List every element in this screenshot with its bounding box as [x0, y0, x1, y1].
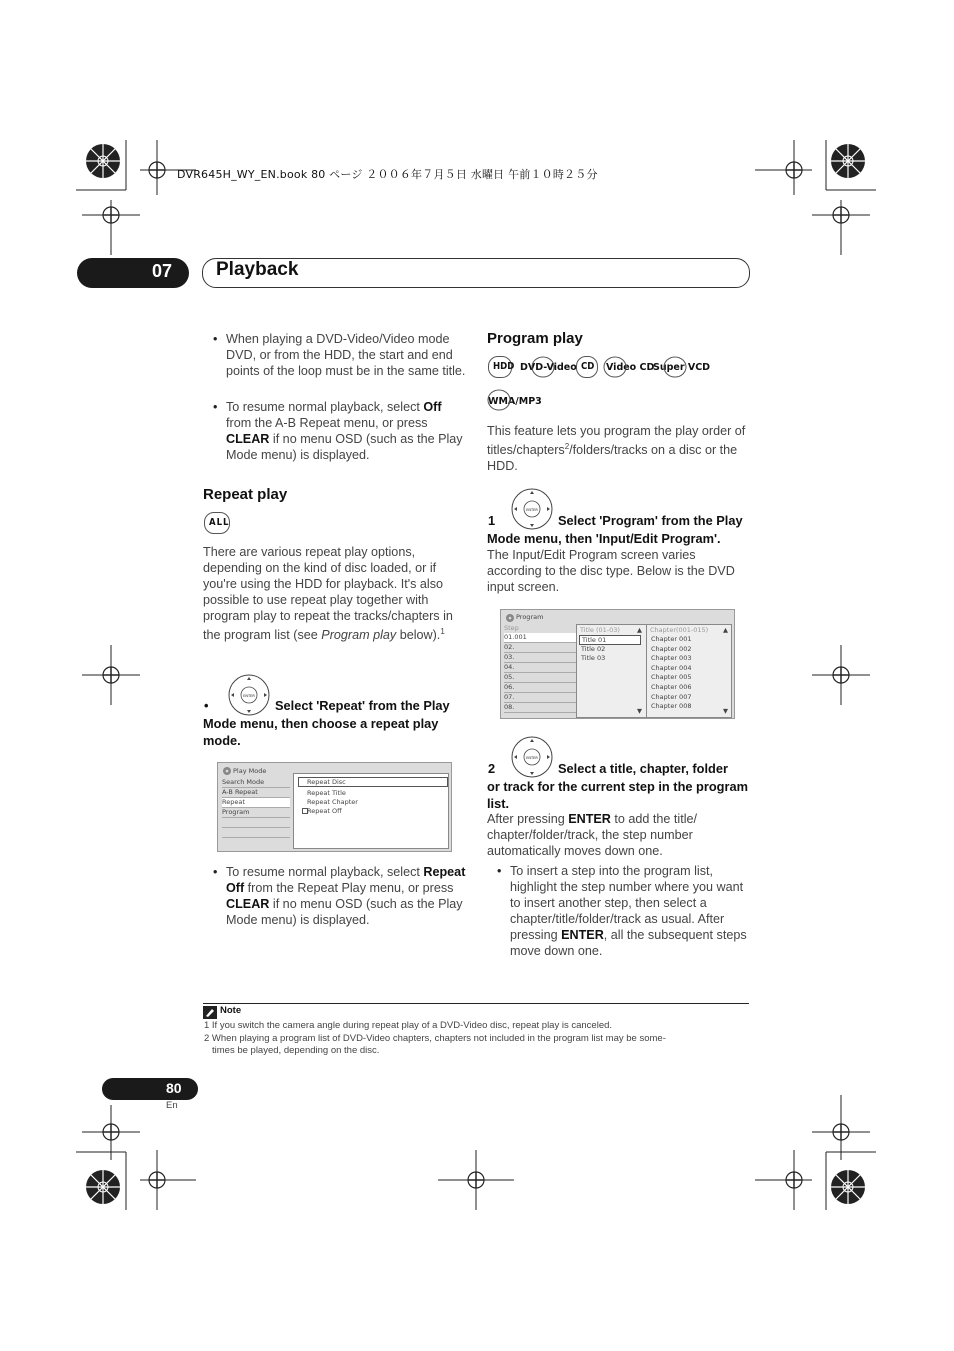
- option-repeat-disc[interactable]: Repeat Disc: [298, 777, 448, 787]
- scroll-down-icon[interactable]: ▼: [637, 707, 642, 715]
- scroll-up-icon[interactable]: ▲: [637, 626, 642, 634]
- step2-a: Select a title, chapter, folder: [558, 761, 728, 776]
- enter-joystick-icon: [511, 736, 553, 778]
- play-mode-screen: [217, 762, 452, 852]
- disc-badge-video-cd: Video CD: [606, 362, 655, 373]
- menu-item-ab-repeat[interactable]: A-B Repeat: [222, 788, 290, 798]
- chapter-header: Chapter(001-015): [650, 626, 709, 634]
- page-language: En: [166, 1100, 178, 1111]
- svg-text:ENTER: ENTER: [526, 756, 538, 760]
- step1-b: Mode menu, then 'Input/Edit Program'.: [487, 531, 721, 546]
- step1-number: 1: [488, 513, 496, 528]
- book-file-header: DVR645H_WY_EN.book 80 ページ ２００６年７月５日 水曜日 午前１０時２５分: [177, 168, 598, 181]
- svg-text:ENTER: ENTER: [243, 694, 255, 698]
- step-row[interactable]: 07.: [504, 693, 576, 703]
- chapter-list-item[interactable]: Chapter 001: [651, 635, 692, 643]
- enter-joystick-icon: [228, 674, 270, 716]
- page-number-badge: [102, 1078, 198, 1100]
- repeat-play-heading: Repeat play: [203, 486, 288, 503]
- chapter-column: [646, 624, 732, 718]
- badge-dvd-oval: [531, 356, 555, 378]
- footnote-1: 1 If you switch the camera angle during repeat play of a DVD-Video disc, repeat play is canceled.: [204, 1020, 613, 1031]
- chapter-list-item[interactable]: Chapter 002: [651, 644, 692, 653]
- menu-list: [222, 778, 290, 838]
- menu-item-repeat[interactable]: Repeat: [222, 798, 290, 808]
- step-header: Step: [504, 624, 519, 632]
- title-list-item[interactable]: Title 01: [579, 635, 641, 645]
- step1-a: Select 'Program' from the Play: [558, 513, 743, 528]
- list-item: • To insert a step into the program list, highlight the step number where you want to insert another step, then select a chapter/title/folder/track as usual. After pressing ENTER, all the subsequent steps move down one.: [497, 864, 747, 958]
- option-repeat-chapter[interactable]: Repeat Chapter: [307, 798, 358, 806]
- step-row[interactable]: 03.: [504, 653, 576, 663]
- title-list-item[interactable]: Title 03: [581, 654, 606, 662]
- repeat-options-panel: [293, 773, 449, 849]
- step-row[interactable]: 01.001: [504, 633, 576, 643]
- list-item: • To resume normal playback, select Repeat Off from the Repeat Play menu, or press CLEAR if no menu OSD (such as the Play Mode menu) is displayed.: [213, 865, 466, 927]
- note-icon: [203, 1006, 217, 1019]
- chapter-badge: [77, 258, 189, 288]
- badge-wma-oval: [487, 389, 511, 411]
- step2-body: After pressing ENTER to add the title/ chapter/folder/track, the step number automatically moves down one.: [487, 812, 698, 858]
- chapter-list-item[interactable]: Chapter 008: [651, 702, 692, 711]
- step-row[interactable]: 06.: [504, 683, 576, 693]
- repeat-step-b: Mode menu, then choose a repeat play mode.: [203, 716, 439, 748]
- repeat-intro: There are various repeat play options, depending on the kind of disc loaded, or if you're using the HDD for playback. It's also possible to use repeat play together with program play to repeat the tracks/chapters in the program list (see Program play below).$^1$: [203, 545, 453, 643]
- step-column: [504, 624, 576, 716]
- scroll-up-icon[interactable]: ▲: [723, 626, 728, 634]
- option-repeat-title[interactable]: Repeat Title: [307, 789, 346, 797]
- repeat-step-a: Select 'Repeat' from the Play: [275, 698, 450, 713]
- chapter-title: Playback: [216, 259, 299, 280]
- step2-number: 2: [488, 761, 496, 776]
- disc-badge-hdd: HDD: [488, 356, 512, 378]
- badge-vcd-oval: [603, 356, 627, 378]
- title-column: [576, 624, 648, 718]
- chapter-list-item[interactable]: Chapter 006: [651, 683, 692, 691]
- menu-item-search-mode[interactable]: Search Mode: [222, 778, 290, 788]
- program-screen: [500, 609, 735, 719]
- menu-item-program[interactable]: Program: [222, 808, 290, 818]
- disc-badge-all: ALL: [204, 512, 230, 534]
- disc-badge-dvd-video: DVD-Video: [520, 362, 577, 373]
- chapter-number: 07: [152, 261, 173, 281]
- chapter-list-item[interactable]: Chapter 005: [651, 673, 692, 682]
- disc-badge-wma-mp3: WMA/MP3: [488, 396, 542, 407]
- play-mode-title: Play Mode: [233, 767, 267, 775]
- enter-joystick-icon: [511, 488, 553, 530]
- chapter-list-item[interactable]: Chapter 007: [651, 692, 692, 701]
- step-row[interactable]: 08.: [504, 703, 576, 713]
- program-play-heading: Program play: [487, 330, 583, 347]
- step-row[interactable]: 05.: [504, 673, 576, 683]
- disc-icon: [222, 766, 232, 776]
- disc-badge-cd: CD: [576, 356, 598, 378]
- title-list-item[interactable]: Title 02: [581, 645, 606, 653]
- program-screen-title: Program: [516, 613, 544, 621]
- program-intro: This feature lets you program the play order of titles/chapters$^2$/folders/tracks on a disc or the HDD.: [487, 424, 746, 474]
- step-row[interactable]: 02.: [504, 643, 576, 653]
- disc-badge-super-vcd: Super VCD: [653, 362, 711, 373]
- list-item: • To resume normal playback, select Off from the A-B Repeat menu, or press CLEAR if no menu OSD (such as the Play Mode menu) is displayed.: [213, 400, 463, 462]
- notes-divider: [203, 1003, 749, 1004]
- step2-b: or track for the current step in the program list.: [487, 779, 748, 811]
- repeat-step-bullet: •: [204, 698, 209, 713]
- chapter-list-item[interactable]: Chapter 004: [651, 663, 692, 672]
- step-row[interactable]: 04.: [504, 663, 576, 673]
- badge-svcd-oval: [663, 356, 687, 378]
- title-header: Title (01-03): [580, 626, 620, 634]
- chapter-list-item[interactable]: Chapter 003: [651, 654, 692, 663]
- footnote-2: 2 When playing a program list of DVD-Video chapters, chapters not included in the program list may be some-: [204, 1033, 666, 1044]
- page-number: 80: [166, 1080, 182, 1096]
- svg-text:ENTER: ENTER: [526, 508, 538, 512]
- notes-heading: Note: [220, 1005, 242, 1016]
- footnote-2-cont: times be played, depending on the disc.: [212, 1045, 380, 1056]
- scroll-down-icon[interactable]: ▼: [723, 707, 728, 715]
- list-item: • When playing a DVD-Video/Video mode DVD, or from the HDD, the start and end points of the loop must be in the same title.: [213, 332, 466, 378]
- step1-body: The Input/Edit Program screen varies according to the disc type. Below is the DVD input screen.: [487, 548, 735, 594]
- disc-icon: [505, 613, 515, 623]
- option-repeat-off[interactable]: Repeat Off: [307, 807, 342, 815]
